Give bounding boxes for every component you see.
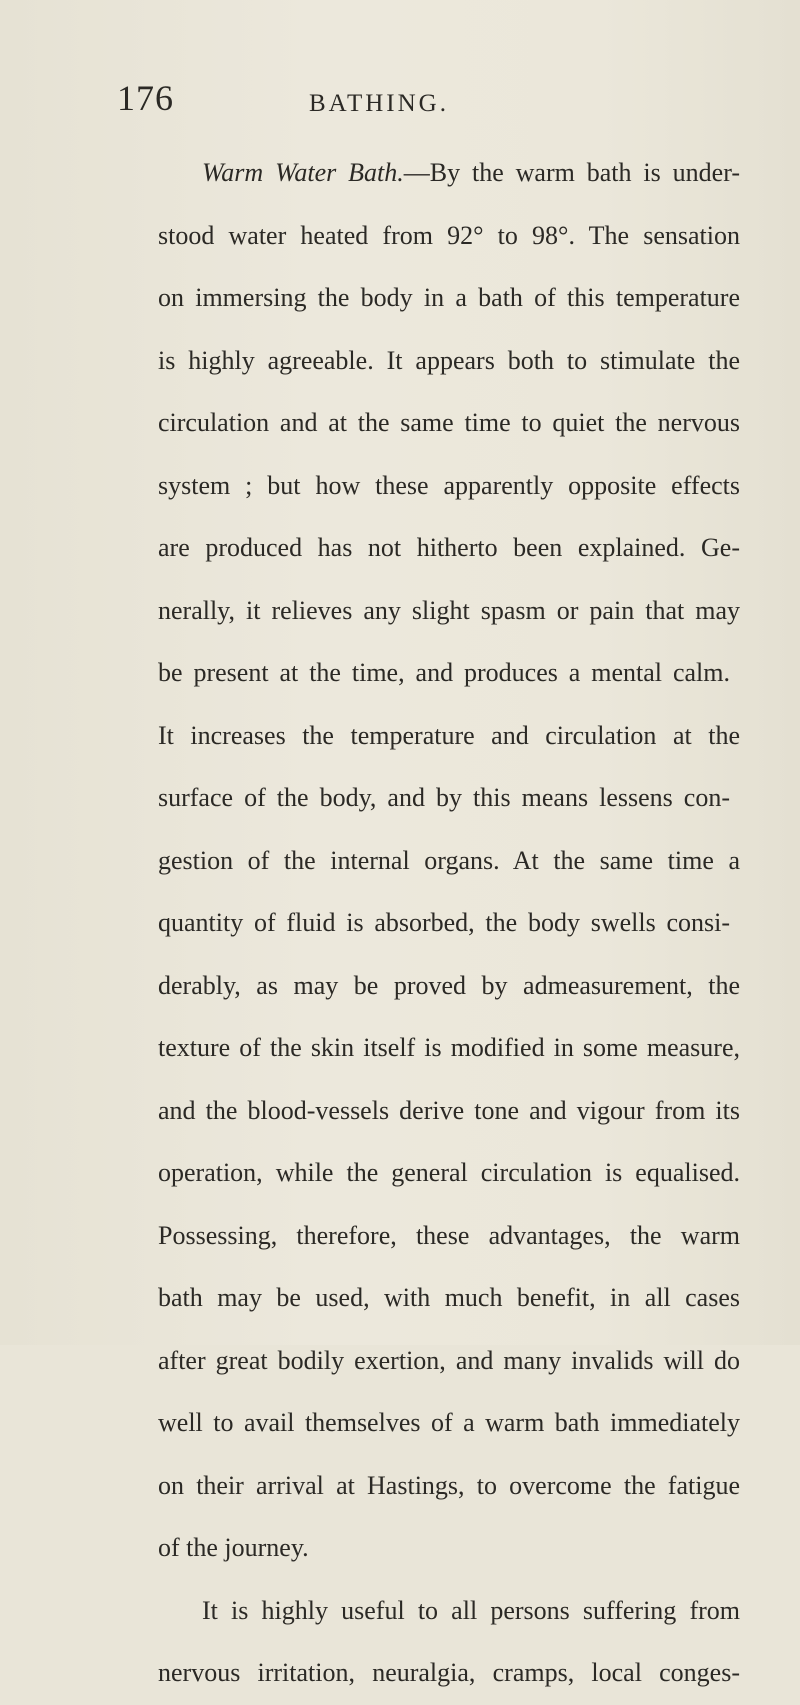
text-line: quantity of fluid is absorbed, the body swells consi- [158,908,730,937]
text-line: circulation and at the same time to quiet the nervous [158,408,740,437]
text-line: and the blood-vessels derive tone and vigour from its [158,1095,740,1125]
paragraph-last-line: of the journey. [158,1533,309,1562]
text-line: operation, while the general circulation is equalised. [158,1158,740,1187]
text-line: Possessing, therefore, these advantages, the warm [158,1220,740,1250]
text-line: bath may be used, with much benefit, in all cases [158,1283,740,1312]
text-line: derably, as may be proved by admeasurement, the [158,970,740,1000]
running-head: BATHING. [309,90,449,117]
text-line: It increases the temperature and circulation at the [158,720,740,750]
page-number: 176 [117,78,174,118]
paragraph-first-line: It is highly useful to all persons suffering from [202,1595,740,1625]
text-line: texture of the skin itself is modified in some measure, [158,1033,740,1062]
text-line: surface of the body, and by this means lessens con- [158,783,730,812]
text-line: nervous irritation, neuralgia, cramps, local conges- [158,1658,740,1687]
text-line: be present at the time, and produces a mental calm. [158,658,730,687]
text-line: stood water heated from 92° to 98°. The sensation [158,220,740,250]
text-line: —By the warm bath is under- [403,158,740,187]
text-line: on their arrival at Hastings, to overcome the fatigue [158,1470,740,1500]
page-header [0,78,800,138]
paragraph-first-line [158,142,740,205]
body-text [158,142,740,1705]
text-line: nerally, it relieves any slight spasm or pain that may [158,595,740,625]
text-line: are produced has not hitherto been explained. Ge- [158,533,740,562]
text-line: system ; but how these apparently opposite effects [158,470,740,500]
text-line: on immersing the body in a bath of this temperature [158,283,740,312]
text-line: is highly agreeable. It appears both to stimulate the [158,345,740,375]
text-line: gestion of the internal organs. At the same time a [158,845,740,875]
text-line: well to avail themselves of a warm bath immediately [158,1408,740,1437]
text-line: after great bodily exertion, and many invalids will do [158,1345,740,1375]
section-heading: Warm Water Bath. [202,158,404,187]
